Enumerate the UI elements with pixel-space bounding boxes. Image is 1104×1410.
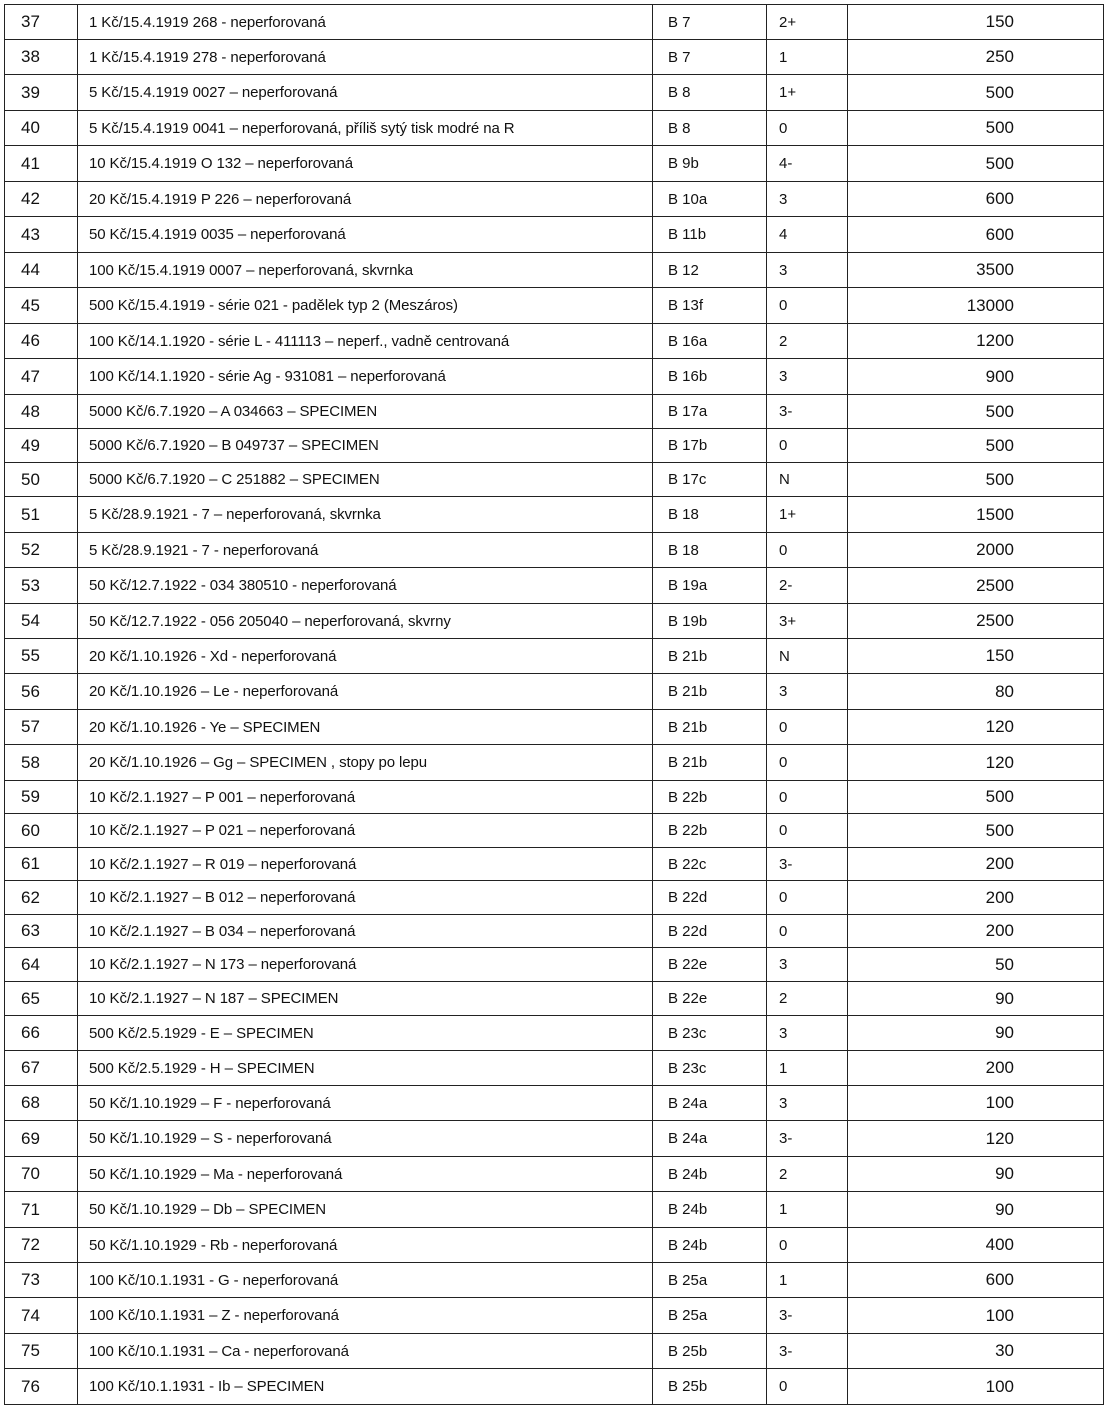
banknote-description: 10 Kč/2.1.1927 – B 034 – neperforovaná [78,915,653,948]
banknote-description: 5 Kč/28.9.1921 - 7 – neperforovaná, skvrnka [78,497,653,533]
catalog-number: B 22d [653,915,767,948]
starting-price: 3500 [848,253,1104,288]
catalog-number: B 23c [653,1016,767,1051]
lot-number: 54 [5,604,78,639]
table-row [5,359,1104,395]
lot-number: 74 [5,1298,78,1334]
banknote-description: 5 Kč/15.4.1919 0027 – neperforovaná [78,75,653,111]
table-row [5,111,1104,146]
banknote-description: 10 Kč/15.4.1919 O 132 – neperforovaná [78,146,653,182]
starting-price: 200 [848,881,1104,915]
lot-number: 60 [5,814,78,848]
table-row [5,1228,1104,1263]
catalog-number: B 11b [653,217,767,253]
starting-price: 30 [848,1334,1104,1369]
starting-price: 100 [848,1369,1104,1405]
catalog-number: B 12 [653,253,767,288]
lot-number: 66 [5,1016,78,1051]
condition-grade: 3- [767,1298,848,1334]
table-row [5,1051,1104,1086]
catalog-number: B 22b [653,781,767,814]
banknote-description: 20 Kč/15.4.1919 P 226 – neperforovaná [78,182,653,217]
starting-price: 80 [848,674,1104,710]
catalog-number: B 10a [653,182,767,217]
catalog-number: B 25a [653,1263,767,1298]
table-row [5,814,1104,848]
starting-price: 120 [848,745,1104,781]
catalog-number: B 17c [653,463,767,497]
table-row [5,604,1104,639]
lot-number: 68 [5,1086,78,1121]
table-row [5,710,1104,745]
catalog-number: B 24a [653,1121,767,1157]
starting-price: 90 [848,982,1104,1016]
banknote-description: 50 Kč/1.10.1929 – S - neperforovaná [78,1121,653,1157]
banknote-description: 50 Kč/1.10.1929 – F - neperforovaná [78,1086,653,1121]
banknote-description: 10 Kč/2.1.1927 – B 012 – neperforovaná [78,881,653,915]
table-row [5,1369,1104,1405]
banknote-description: 500 Kč/2.5.1929 - E – SPECIMEN [78,1016,653,1051]
banknote-description: 500 Kč/2.5.1929 - H – SPECIMEN [78,1051,653,1086]
condition-grade: N [767,639,848,674]
table-row [5,324,1104,359]
banknote-description: 5000 Kč/6.7.1920 – C 251882 – SPECIMEN [78,463,653,497]
catalog-number: B 16a [653,324,767,359]
lot-number: 43 [5,217,78,253]
condition-grade: 2 [767,1157,848,1192]
table-row [5,146,1104,182]
banknote-description: 50 Kč/15.4.1919 0035 – neperforovaná [78,217,653,253]
condition-grade: 2 [767,982,848,1016]
banknote-description: 50 Kč/12.7.1922 - 034 380510 - neperforovaná [78,568,653,604]
banknote-description: 100 Kč/14.1.1920 - série L - 411113 – neperf., vadně centrovaná [78,324,653,359]
starting-price: 200 [848,1051,1104,1086]
lot-number: 42 [5,182,78,217]
banknote-description: 50 Kč/1.10.1929 – Db – SPECIMEN [78,1192,653,1228]
lot-number: 57 [5,710,78,745]
catalog-number: B 7 [653,5,767,40]
banknote-description: 20 Kč/1.10.1926 – Le - neperforovaná [78,674,653,710]
table-row [5,1086,1104,1121]
table-row [5,1157,1104,1192]
banknote-description: 10 Kč/2.1.1927 – P 001 – neperforovaná [78,781,653,814]
condition-grade: 1 [767,40,848,75]
catalog-number: B 13f [653,288,767,324]
condition-grade: 0 [767,915,848,948]
banknote-description: 100 Kč/15.4.1919 0007 – neperforovaná, skvrnka [78,253,653,288]
banknote-description: 5 Kč/28.9.1921 - 7 - neperforovaná [78,533,653,568]
condition-grade: 0 [767,881,848,915]
lot-number: 67 [5,1051,78,1086]
starting-price: 150 [848,639,1104,674]
banknote-description: 100 Kč/10.1.1931 – Ca - neperforovaná [78,1334,653,1369]
starting-price: 1200 [848,324,1104,359]
lot-number: 58 [5,745,78,781]
condition-grade: 2+ [767,5,848,40]
lot-number: 61 [5,848,78,881]
starting-price: 200 [848,915,1104,948]
table-row [5,881,1104,915]
condition-grade: 0 [767,1228,848,1263]
lot-number: 38 [5,40,78,75]
condition-grade: 3 [767,1016,848,1051]
catalog-number: B 23c [653,1051,767,1086]
lot-number: 46 [5,324,78,359]
table-row [5,40,1104,75]
starting-price: 2000 [848,533,1104,568]
starting-price: 100 [848,1298,1104,1334]
banknote-description: 20 Kč/1.10.1926 – Gg – SPECIMEN , stopy po lepu [78,745,653,781]
banknote-description: 10 Kč/2.1.1927 – N 187 – SPECIMEN [78,982,653,1016]
catalog-number: B 9b [653,146,767,182]
table-row [5,639,1104,674]
table-row [5,781,1104,814]
starting-price: 120 [848,710,1104,745]
table-row [5,948,1104,982]
condition-grade: 0 [767,533,848,568]
catalog-number: B 21b [653,745,767,781]
table-row [5,674,1104,710]
condition-grade: 0 [767,814,848,848]
catalog-number: B 7 [653,40,767,75]
starting-price: 600 [848,217,1104,253]
lot-number: 51 [5,497,78,533]
lot-number: 52 [5,533,78,568]
lot-number: 56 [5,674,78,710]
catalog-number: B 19a [653,568,767,604]
lot-number: 49 [5,429,78,463]
banknote-description: 10 Kč/2.1.1927 – P 021 – neperforovaná [78,814,653,848]
starting-price: 500 [848,395,1104,429]
banknote-description: 50 Kč/1.10.1929 – Ma - neperforovaná [78,1157,653,1192]
catalog-number: B 17b [653,429,767,463]
lot-number: 69 [5,1121,78,1157]
starting-price: 2500 [848,604,1104,639]
lot-number: 64 [5,948,78,982]
lot-number: 48 [5,395,78,429]
condition-grade: 4 [767,217,848,253]
catalog-number: B 22d [653,881,767,915]
catalog-number: B 8 [653,111,767,146]
lot-number: 39 [5,75,78,111]
lot-number: 63 [5,915,78,948]
starting-price: 500 [848,781,1104,814]
catalog-number: B 22c [653,848,767,881]
table-row [5,568,1104,604]
banknote-description: 10 Kč/2.1.1927 – N 173 – neperforovaná [78,948,653,982]
starting-price: 400 [848,1228,1104,1263]
table-row [5,463,1104,497]
banknote-catalog-table [4,4,1104,1405]
banknote-description: 10 Kč/2.1.1927 – R 019 – neperforovaná [78,848,653,881]
catalog-number: B 21b [653,674,767,710]
condition-grade: 0 [767,745,848,781]
condition-grade: 1+ [767,75,848,111]
condition-grade: 3- [767,395,848,429]
starting-price: 200 [848,848,1104,881]
lot-number: 71 [5,1192,78,1228]
table-row [5,75,1104,111]
condition-grade: 3- [767,1334,848,1369]
table-row [5,1121,1104,1157]
condition-grade: 1 [767,1263,848,1298]
condition-grade: 3 [767,948,848,982]
condition-grade: 1 [767,1051,848,1086]
lot-number: 72 [5,1228,78,1263]
banknote-description: 1 Kč/15.4.1919 278 - neperforovaná [78,40,653,75]
starting-price: 600 [848,182,1104,217]
starting-price: 600 [848,1263,1104,1298]
lot-number: 75 [5,1334,78,1369]
catalog-number: B 21b [653,639,767,674]
catalog-number: B 18 [653,533,767,568]
table-row [5,429,1104,463]
banknote-description: 500 Kč/15.4.1919 - série 021 - padělek typ 2 (Meszáros) [78,288,653,324]
catalog-number: B 25b [653,1369,767,1405]
table-row [5,253,1104,288]
starting-price: 150 [848,5,1104,40]
table-row [5,395,1104,429]
catalog-number: B 25b [653,1334,767,1369]
table-row [5,745,1104,781]
catalog-number: B 25a [653,1298,767,1334]
lot-number: 59 [5,781,78,814]
table-row [5,1298,1104,1334]
catalog-number: B 18 [653,497,767,533]
table-row [5,182,1104,217]
starting-price: 900 [848,359,1104,395]
starting-price: 90 [848,1157,1104,1192]
catalog-number: B 24b [653,1228,767,1263]
condition-grade: 0 [767,288,848,324]
banknote-description: 100 Kč/10.1.1931 - G - neperforovaná [78,1263,653,1298]
condition-grade: 3 [767,674,848,710]
table-row [5,5,1104,40]
lot-number: 70 [5,1157,78,1192]
lot-number: 40 [5,111,78,146]
banknote-description: 50 Kč/1.10.1929 - Rb - neperforovaná [78,1228,653,1263]
banknote-description: 5 Kč/15.4.1919 0041 – neperforovaná, příliš sytý tisk modré na R [78,111,653,146]
condition-grade: 2- [767,568,848,604]
banknote-description: 5000 Kč/6.7.1920 – B 049737 – SPECIMEN [78,429,653,463]
catalog-number: B 24b [653,1157,767,1192]
lot-number: 65 [5,982,78,1016]
condition-grade: 4- [767,146,848,182]
condition-grade: 2 [767,324,848,359]
starting-price: 90 [848,1016,1104,1051]
banknote-description: 20 Kč/1.10.1926 - Xd - neperforovaná [78,639,653,674]
banknote-description: 5000 Kč/6.7.1920 – A 034663 – SPECIMEN [78,395,653,429]
condition-grade: 3 [767,182,848,217]
catalog-number: B 17a [653,395,767,429]
starting-price: 1500 [848,497,1104,533]
condition-grade: 3 [767,1086,848,1121]
catalog-number: B 19b [653,604,767,639]
starting-price: 90 [848,1192,1104,1228]
lot-number: 62 [5,881,78,915]
condition-grade: N [767,463,848,497]
table-row [5,1334,1104,1369]
lot-number: 53 [5,568,78,604]
catalog-number: B 22b [653,814,767,848]
condition-grade: 0 [767,429,848,463]
condition-grade: 1 [767,1192,848,1228]
lot-number: 50 [5,463,78,497]
banknote-description: 100 Kč/14.1.1920 - série Ag - 931081 – neperforovaná [78,359,653,395]
starting-price: 500 [848,429,1104,463]
lot-number: 76 [5,1369,78,1405]
starting-price: 500 [848,146,1104,182]
banknote-description: 100 Kč/10.1.1931 - Ib – SPECIMEN [78,1369,653,1405]
condition-grade: 3 [767,253,848,288]
lot-number: 73 [5,1263,78,1298]
starting-price: 50 [848,948,1104,982]
starting-price: 500 [848,463,1104,497]
starting-price: 2500 [848,568,1104,604]
starting-price: 100 [848,1086,1104,1121]
lot-number: 45 [5,288,78,324]
table-row [5,1016,1104,1051]
starting-price: 250 [848,40,1104,75]
starting-price: 500 [848,814,1104,848]
table-row [5,533,1104,568]
condition-grade: 1+ [767,497,848,533]
starting-price: 500 [848,111,1104,146]
banknote-description: 20 Kč/1.10.1926 - Ye – SPECIMEN [78,710,653,745]
lot-number: 44 [5,253,78,288]
condition-grade: 3 [767,359,848,395]
banknote-description: 1 Kč/15.4.1919 268 - neperforovaná [78,5,653,40]
table-row [5,497,1104,533]
table-row [5,1192,1104,1228]
table-row [5,288,1104,324]
catalog-number: B 22e [653,982,767,1016]
condition-grade: 0 [767,710,848,745]
table-row [5,848,1104,881]
catalog-number: B 16b [653,359,767,395]
condition-grade: 0 [767,1369,848,1405]
table-row [5,1263,1104,1298]
starting-price: 120 [848,1121,1104,1157]
catalog-number: B 24b [653,1192,767,1228]
catalog-number: B 22e [653,948,767,982]
lot-number: 41 [5,146,78,182]
banknote-description: 50 Kč/12.7.1922 - 056 205040 – neperforovaná, skvrny [78,604,653,639]
condition-grade: 3- [767,848,848,881]
catalog-number: B 8 [653,75,767,111]
condition-grade: 3- [767,1121,848,1157]
lot-number: 55 [5,639,78,674]
catalog-table-body [5,5,1104,1405]
catalog-number: B 21b [653,710,767,745]
table-row [5,915,1104,948]
lot-number: 47 [5,359,78,395]
table-row [5,982,1104,1016]
lot-number: 37 [5,5,78,40]
table-row [5,217,1104,253]
condition-grade: 3+ [767,604,848,639]
banknote-description: 100 Kč/10.1.1931 – Z - neperforovaná [78,1298,653,1334]
condition-grade: 0 [767,111,848,146]
starting-price: 13000 [848,288,1104,324]
condition-grade: 0 [767,781,848,814]
catalog-number: B 24a [653,1086,767,1121]
starting-price: 500 [848,75,1104,111]
